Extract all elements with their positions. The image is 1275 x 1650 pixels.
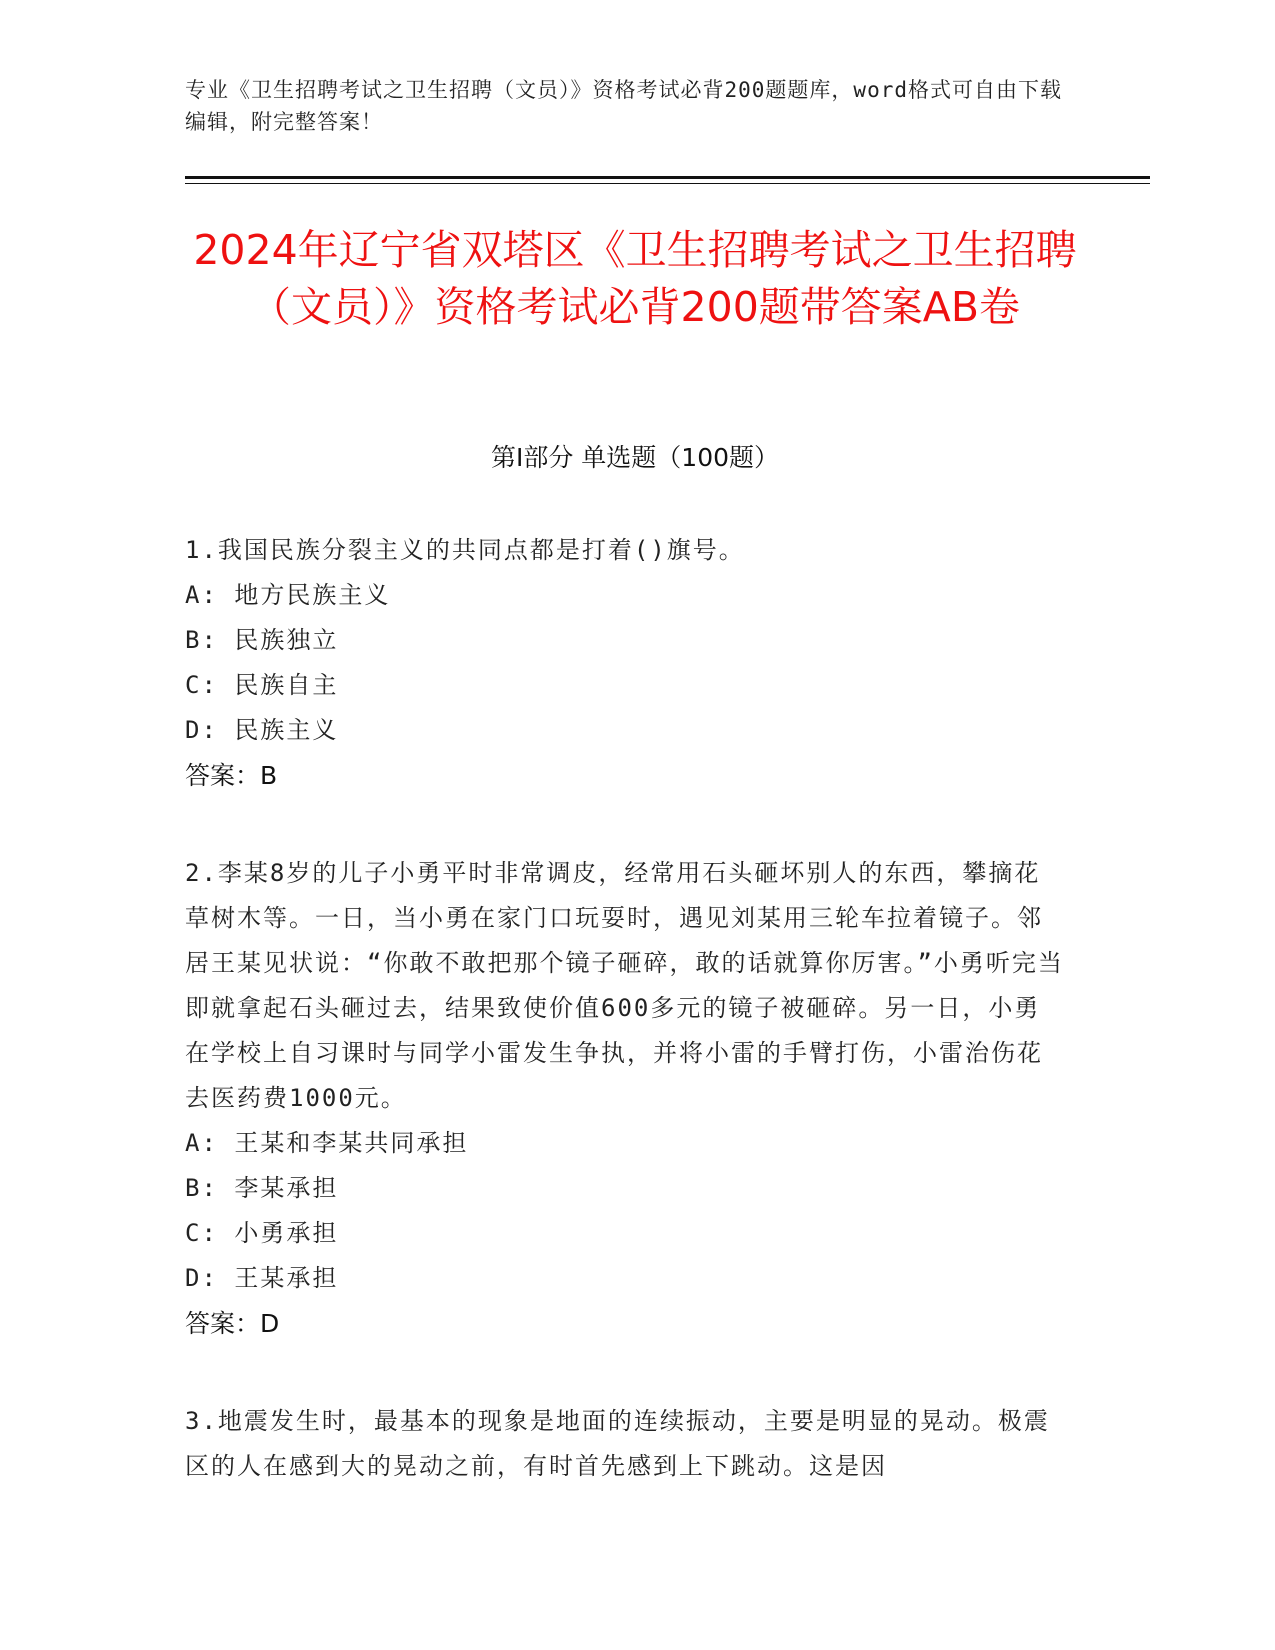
header-note: 专业《卫生招聘考试之卫生招聘（文员）》资格考试必背200题题库，word格式可自由下载编辑，附完整答案！ xyxy=(185,78,1062,134)
option-c: C: 小勇承担 xyxy=(185,1219,339,1247)
header-rule-thick xyxy=(185,176,1150,179)
answer: 答案：B xyxy=(185,761,278,790)
option-a: A: 王某和李某共同承担 xyxy=(185,1129,469,1157)
option-b: B: 民族独立 xyxy=(185,626,339,654)
question-text: 3.地震发生时，最基本的现象是地面的连续振动，主要是明显的晃动。极震区的人在感到大的晃动之前，有时首先感到上下跳动。这是因 xyxy=(185,1407,1050,1480)
option-a: A: 地方民族主义 xyxy=(185,581,391,609)
option-d: D: 民族主义 xyxy=(185,716,339,744)
section-title: 第I部分 单选题（100题） xyxy=(490,443,780,472)
question-text: 2.李某8岁的儿子小勇平时非常调皮，经常用石头砸坏别人的东西，攀摘花草树木等。一日，当小勇在家门口玩耍时，遇见刘某用三轮车拉着镜子。邻居王某见状说：“你敢不敢把那个镜子砸碎，敢的话就算你厉害。”小勇听完当即就拿起石头砸过去，结果致使价值600多元的镜子被砸碎。另一日，小勇在学校上自习课时与同学小雷发生争执，并将小雷的手臂打伤，小雷治伤花去医药费1000元。 xyxy=(185,859,1064,1112)
question-3 xyxy=(185,1399,1065,1489)
answer: 答案：D xyxy=(185,1309,280,1338)
question-text: 1.我国民族分裂主义的共同点都是打着()旗号。 xyxy=(185,536,745,564)
option-b: B: 李某承担 xyxy=(185,1174,339,1202)
option-d: D: 王某承担 xyxy=(185,1264,339,1292)
option-c: C: 民族自主 xyxy=(185,671,339,699)
question-2 xyxy=(185,851,1065,1346)
question-list xyxy=(185,528,1065,1542)
question-1 xyxy=(185,528,1065,798)
header-rule-thin xyxy=(185,183,1150,184)
document-title: 2024年辽宁省双塔区《卫生招聘考试之卫生招聘（文员）》资格考试必背200题带答案AB卷 xyxy=(193,226,1077,331)
